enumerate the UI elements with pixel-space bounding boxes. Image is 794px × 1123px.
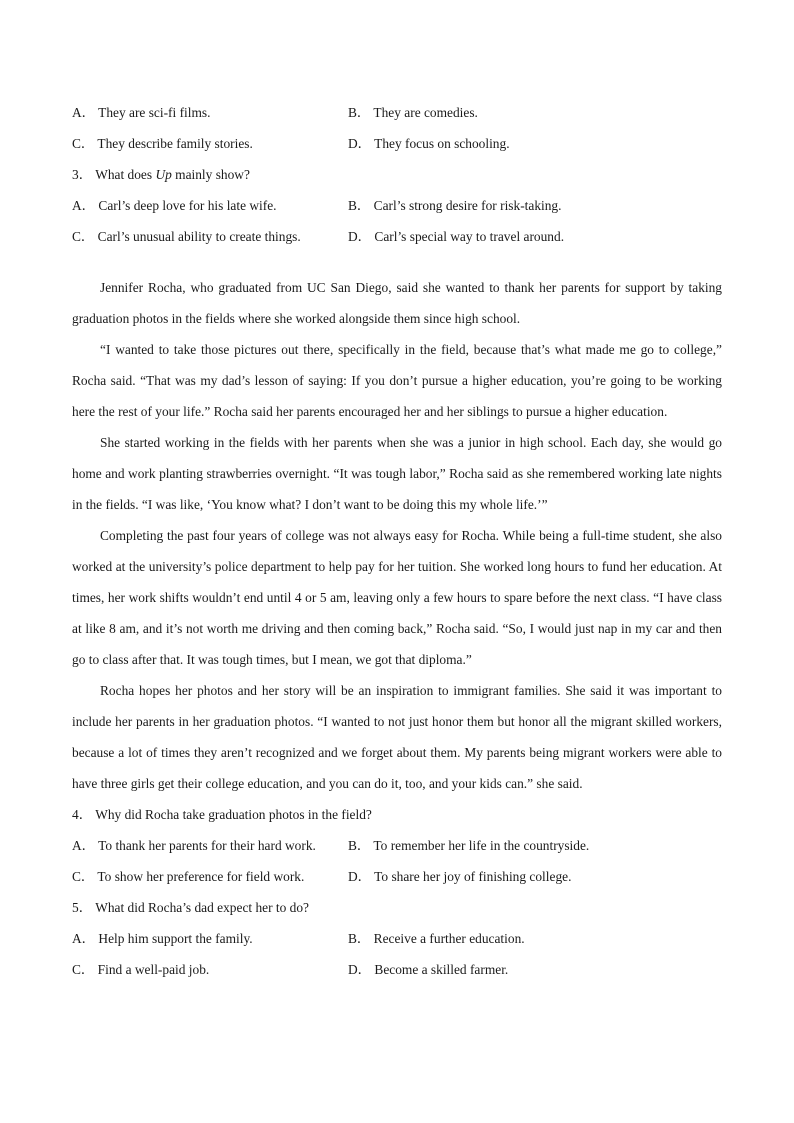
q4-stem: 4． Why did Rocha take graduation photos in the field? (72, 807, 372, 822)
q2-option-b: B． They are comedies. (348, 105, 478, 120)
q2-option-a: A． They are sci-fi films. (72, 105, 211, 120)
q3-options (72, 190, 722, 252)
q3-stem-prefix: 3． What does (72, 167, 156, 182)
q2-options (72, 97, 722, 159)
q3-option-b: B． Carl’s strong desire for risk-taking. (348, 198, 562, 213)
passage-paragraph-5: Rocha hopes her photos and her story will be an inspiration to immigrant families. She said it was important to include her parents in her graduation photos. “I wanted to not just honor them but honor all the migrant skilled workers, because a lot of times they aren’t recognized and we forget about them. My parents being migrant workers were able to have three girls get their college education, and you can do it, too, and your kids can.” she said. (72, 683, 722, 791)
q3-stem-suffix: mainly show? (171, 167, 250, 182)
q2-option-d: D． They focus on schooling. (348, 136, 510, 151)
passage-paragraph-1: Jennifer Rocha, who graduated from UC San Diego, said she wanted to thank her parents for support by taking graduation photos in the fields where she worked alongside them since high school. (72, 280, 722, 326)
q4-option-d: D． To share her joy of finishing college. (348, 869, 572, 884)
q3-option-a: A． Carl’s deep love for his late wife. (72, 198, 277, 213)
q5-option-d: D． Become a skilled farmer. (348, 962, 509, 977)
q4-option-c: C． To show her preference for field work. (72, 869, 305, 884)
passage-paragraph-2: “I wanted to take those pictures out there, specifically in the field, because that’s what made me go to college,” Rocha said. “That was my dad’s lesson of saying: If you don’t pursue a higher education, you’re going to be working here the rest of your life.” Rocha said her parents encouraged her and her siblings to pursue a higher education. (72, 342, 722, 419)
q3-stem (72, 159, 722, 190)
q5-stem: 5． What did Rocha’s dad expect her to do? (72, 900, 309, 915)
reading-passage (72, 272, 722, 799)
q5-options (72, 923, 722, 985)
passage-paragraph-4: Completing the past four years of college was not always easy for Rocha. While being a full-time student, she also worked at the university’s police department to help pay for her tuition. She worked long hours to fund her education. At times, her work shifts wouldn’t end until 4 or 5 am, leaving only a few hours to spare before the next class. “I have class at like 8 am, and it’s not worth me driving and then coming back,” Rocha said. “So, I would just nap in my car and then go to class after that. It was tough times, but I mean, we got that diploma.” (72, 528, 722, 667)
q4-option-b: B． To remember her life in the countryside. (348, 838, 590, 853)
q5-option-b: B． Receive a further education. (348, 931, 525, 946)
q3-option-d: D． Carl’s special way to travel around. (348, 229, 565, 244)
passage-paragraph-3: She started working in the fields with her parents when she was a junior in high school. Each day, she would go home and work planting strawberries overnight. “It was tough labor,” Rocha said as she remembered working late nights in the fields. “I was like, ‘You know what? I don’t want to be doing this my whole life.’” (72, 435, 722, 512)
q5-option-c: C． Find a well-paid job. (72, 962, 210, 977)
q4-options (72, 830, 722, 892)
q2-option-c: C． They describe family stories. (72, 136, 253, 151)
document-page (72, 97, 722, 985)
q5-option-a: A． Help him support the family. (72, 931, 253, 946)
q3-stem-title: Up (155, 167, 172, 182)
q4-option-a: A． To thank her parents for their hard work. (72, 838, 316, 853)
q3-option-c: C． Carl’s unusual ability to create things. (72, 229, 301, 244)
